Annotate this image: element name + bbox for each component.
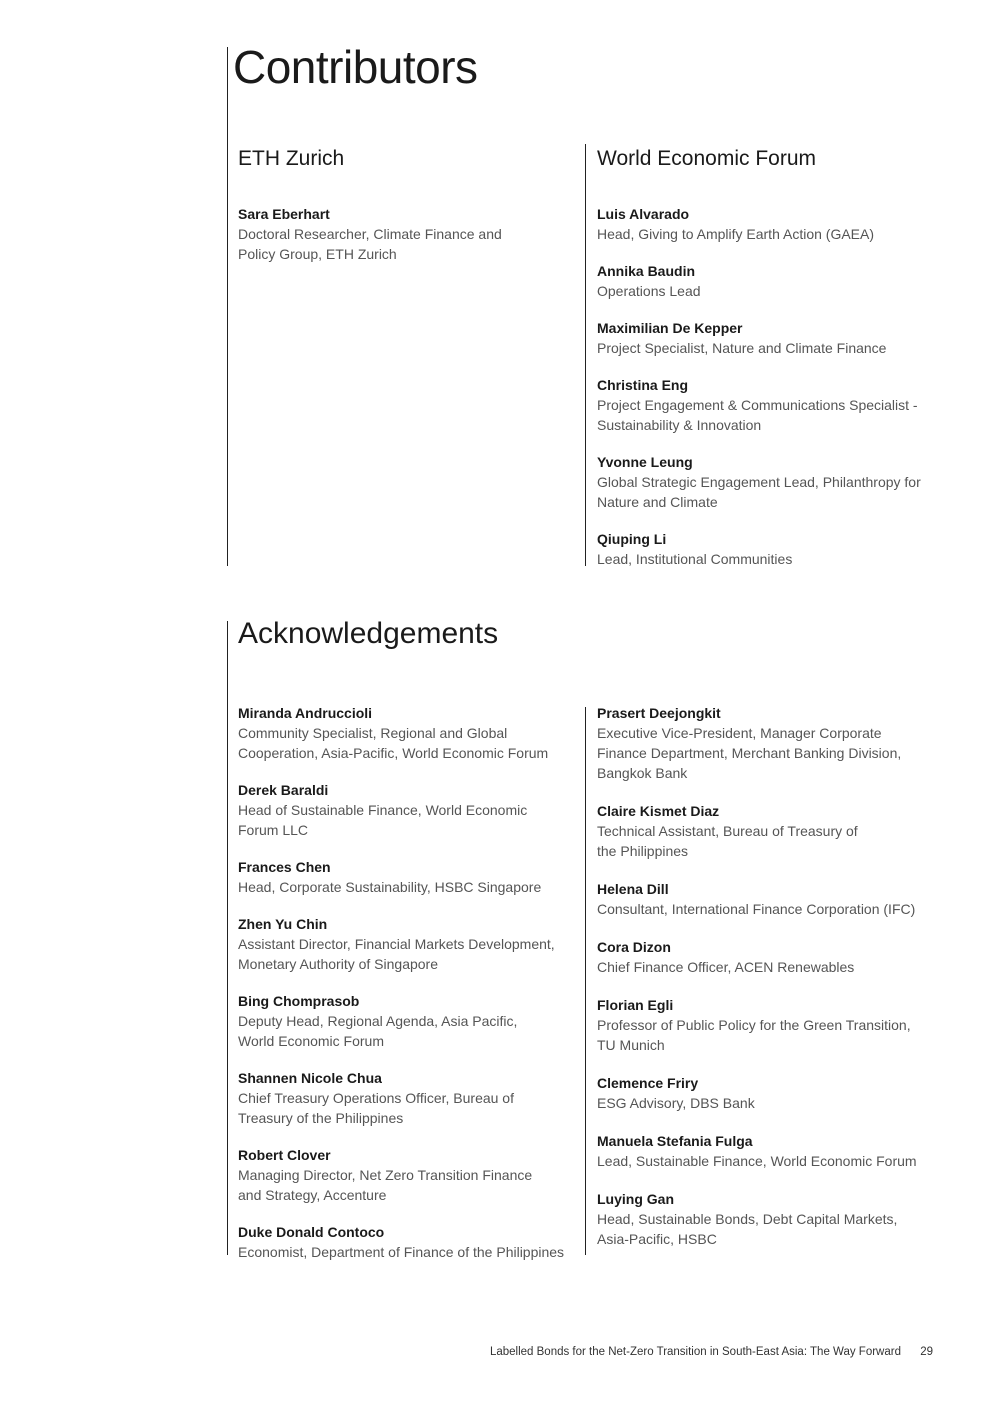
person-role: Lead, Institutional Communities xyxy=(597,551,793,567)
person-role: Project Engagement & Communications Specialist - Sustainability & Innovation xyxy=(597,397,918,433)
contributors-title: Contributors xyxy=(233,41,478,93)
acknowledgements-rule xyxy=(227,621,228,1255)
person-name: Robert Clover xyxy=(238,1147,331,1163)
person-name: Annika Baudin xyxy=(597,263,696,279)
acknowledgements-title: Acknowledgements xyxy=(238,617,499,650)
contributor xyxy=(597,205,942,244)
person-name: Qiuping Li xyxy=(597,531,667,547)
person-role: Project Specialist, Nature and Climate Finance xyxy=(597,340,887,356)
person-name: Derek Baraldi xyxy=(238,782,329,798)
person-name: Luis Alvarado xyxy=(597,206,690,222)
person-name: Helena Dill xyxy=(597,881,669,897)
contributors-rule xyxy=(227,47,228,566)
person-role: Consultant, International Finance Corporation (IFC) xyxy=(597,901,916,917)
person-name: Maximilian De Kepper xyxy=(597,320,743,336)
person-role: Community Specialist, Regional and Global Cooperation, Asia-Pacific, World Economic Forum xyxy=(238,725,549,761)
person-role: Head, Corporate Sustainability, HSBC Singapore xyxy=(238,879,542,895)
person-role: Professor of Public Policy for the Green Transition, TU Munich xyxy=(597,1017,911,1053)
person-name: Manuela Stefania Fulga xyxy=(597,1133,753,1149)
person-role: Global Strategic Engagement Lead, Philanthropy for Nature and Climate xyxy=(597,474,921,510)
footer-doc-title: Labelled Bonds for the Net-Zero Transition in South-East Asia: xyxy=(489,1346,808,1358)
contributor xyxy=(597,530,942,569)
person-name: Clemence Friry xyxy=(597,1075,699,1091)
org-title-eth-zurich: ETH Zurich xyxy=(238,147,345,170)
person-role: Head, Sustainable Bonds, Debt Capital Markets, Asia-Pacific, HSBC xyxy=(597,1211,898,1247)
page-footer xyxy=(490,1346,933,1358)
person-role: Head of Sustainable Finance, World Economic Forum LLC xyxy=(238,802,528,838)
contributor xyxy=(597,262,942,301)
contributor xyxy=(597,376,942,435)
person-name: Duke Donald Contoco xyxy=(238,1224,385,1240)
acknowledged-person xyxy=(238,781,576,840)
acknowledged-person xyxy=(238,704,576,763)
person-role: ESG Advisory, DBS Bank xyxy=(597,1095,755,1111)
person-role: Economist, Department of Finance of the Philippines xyxy=(238,1244,565,1260)
acknowledged-person xyxy=(597,996,942,1055)
person-name: Sara Eberhart xyxy=(238,206,330,222)
acknowledgements-right-list xyxy=(597,704,942,1249)
contributor xyxy=(597,453,942,512)
acknowledged-person xyxy=(238,1069,576,1128)
acknowledgements-left-list xyxy=(238,704,576,1262)
person-name: Claire Kismet Diaz xyxy=(597,803,720,819)
person-role: Executive Vice-President, Manager Corporate Finance Department, Merchant Banking Division, Bangkok Bank xyxy=(597,725,902,781)
acknowledged-person xyxy=(597,1190,942,1249)
acknowledged-person xyxy=(238,915,576,974)
footer-doc-subtitle: The Way Forward xyxy=(810,1346,901,1358)
person-name: Cora Dizon xyxy=(597,939,671,955)
person-role: Head, Giving to Amplify Earth Action (GAEA) xyxy=(597,226,875,242)
person-name: Frances Chen xyxy=(238,859,331,875)
person-name: Yvonne Leung xyxy=(597,454,693,470)
acknowledgements-column-divider xyxy=(585,707,586,1255)
acknowledged-person xyxy=(238,1146,576,1205)
acknowledged-person xyxy=(238,858,576,897)
person-role: Chief Finance Officer, ACEN Renewables xyxy=(597,959,855,975)
person-name: Shannen Nicole Chua xyxy=(238,1070,382,1086)
acknowledged-person xyxy=(238,1223,576,1262)
person-name: Christina Eng xyxy=(597,377,689,393)
acknowledged-person xyxy=(597,1074,942,1113)
person-name: Prasert Deejongkit xyxy=(597,705,721,721)
person-role: Lead, Sustainable Finance, World Economic Forum xyxy=(597,1153,917,1169)
person-name: Florian Egli xyxy=(597,997,674,1013)
contributor xyxy=(597,319,942,358)
person-role: Technical Assistant, Bureau of Treasury of the Philippines xyxy=(597,823,858,859)
acknowledged-person xyxy=(597,938,942,977)
acknowledged-person xyxy=(597,802,942,861)
person-role: Deputy Head, Regional Agenda, Asia Pacific, World Economic Forum xyxy=(238,1013,518,1049)
person-role: Chief Treasury Operations Officer, Bureau of Treasury of the Philippines xyxy=(238,1090,514,1126)
acknowledged-person xyxy=(597,704,942,783)
eth-zurich-list xyxy=(238,205,568,264)
page-number: 29 xyxy=(920,1346,933,1358)
contributors-column-divider xyxy=(585,144,586,566)
acknowledged-person xyxy=(597,1132,942,1171)
acknowledged-person xyxy=(597,880,942,919)
org-title-world-economic-forum: World Economic Forum xyxy=(597,147,817,170)
person-name: Miranda Andruccioli xyxy=(238,705,373,721)
person-role: Doctoral Researcher, Climate Finance and Policy Group, ETH Zurich xyxy=(238,226,502,262)
person-role: Operations Lead xyxy=(597,283,701,299)
wef-list xyxy=(597,205,942,569)
contributor xyxy=(238,205,568,264)
person-role: Managing Director, Net Zero Transition Finance and Strategy, Accenture xyxy=(238,1167,533,1203)
person-name: Zhen Yu Chin xyxy=(238,916,328,932)
person-role: Assistant Director, Financial Markets Development, Monetary Authority of Singapore xyxy=(238,936,555,972)
person-name: Bing Chomprasob xyxy=(238,993,360,1009)
acknowledged-person xyxy=(238,992,576,1051)
person-name: Luying Gan xyxy=(597,1191,674,1207)
